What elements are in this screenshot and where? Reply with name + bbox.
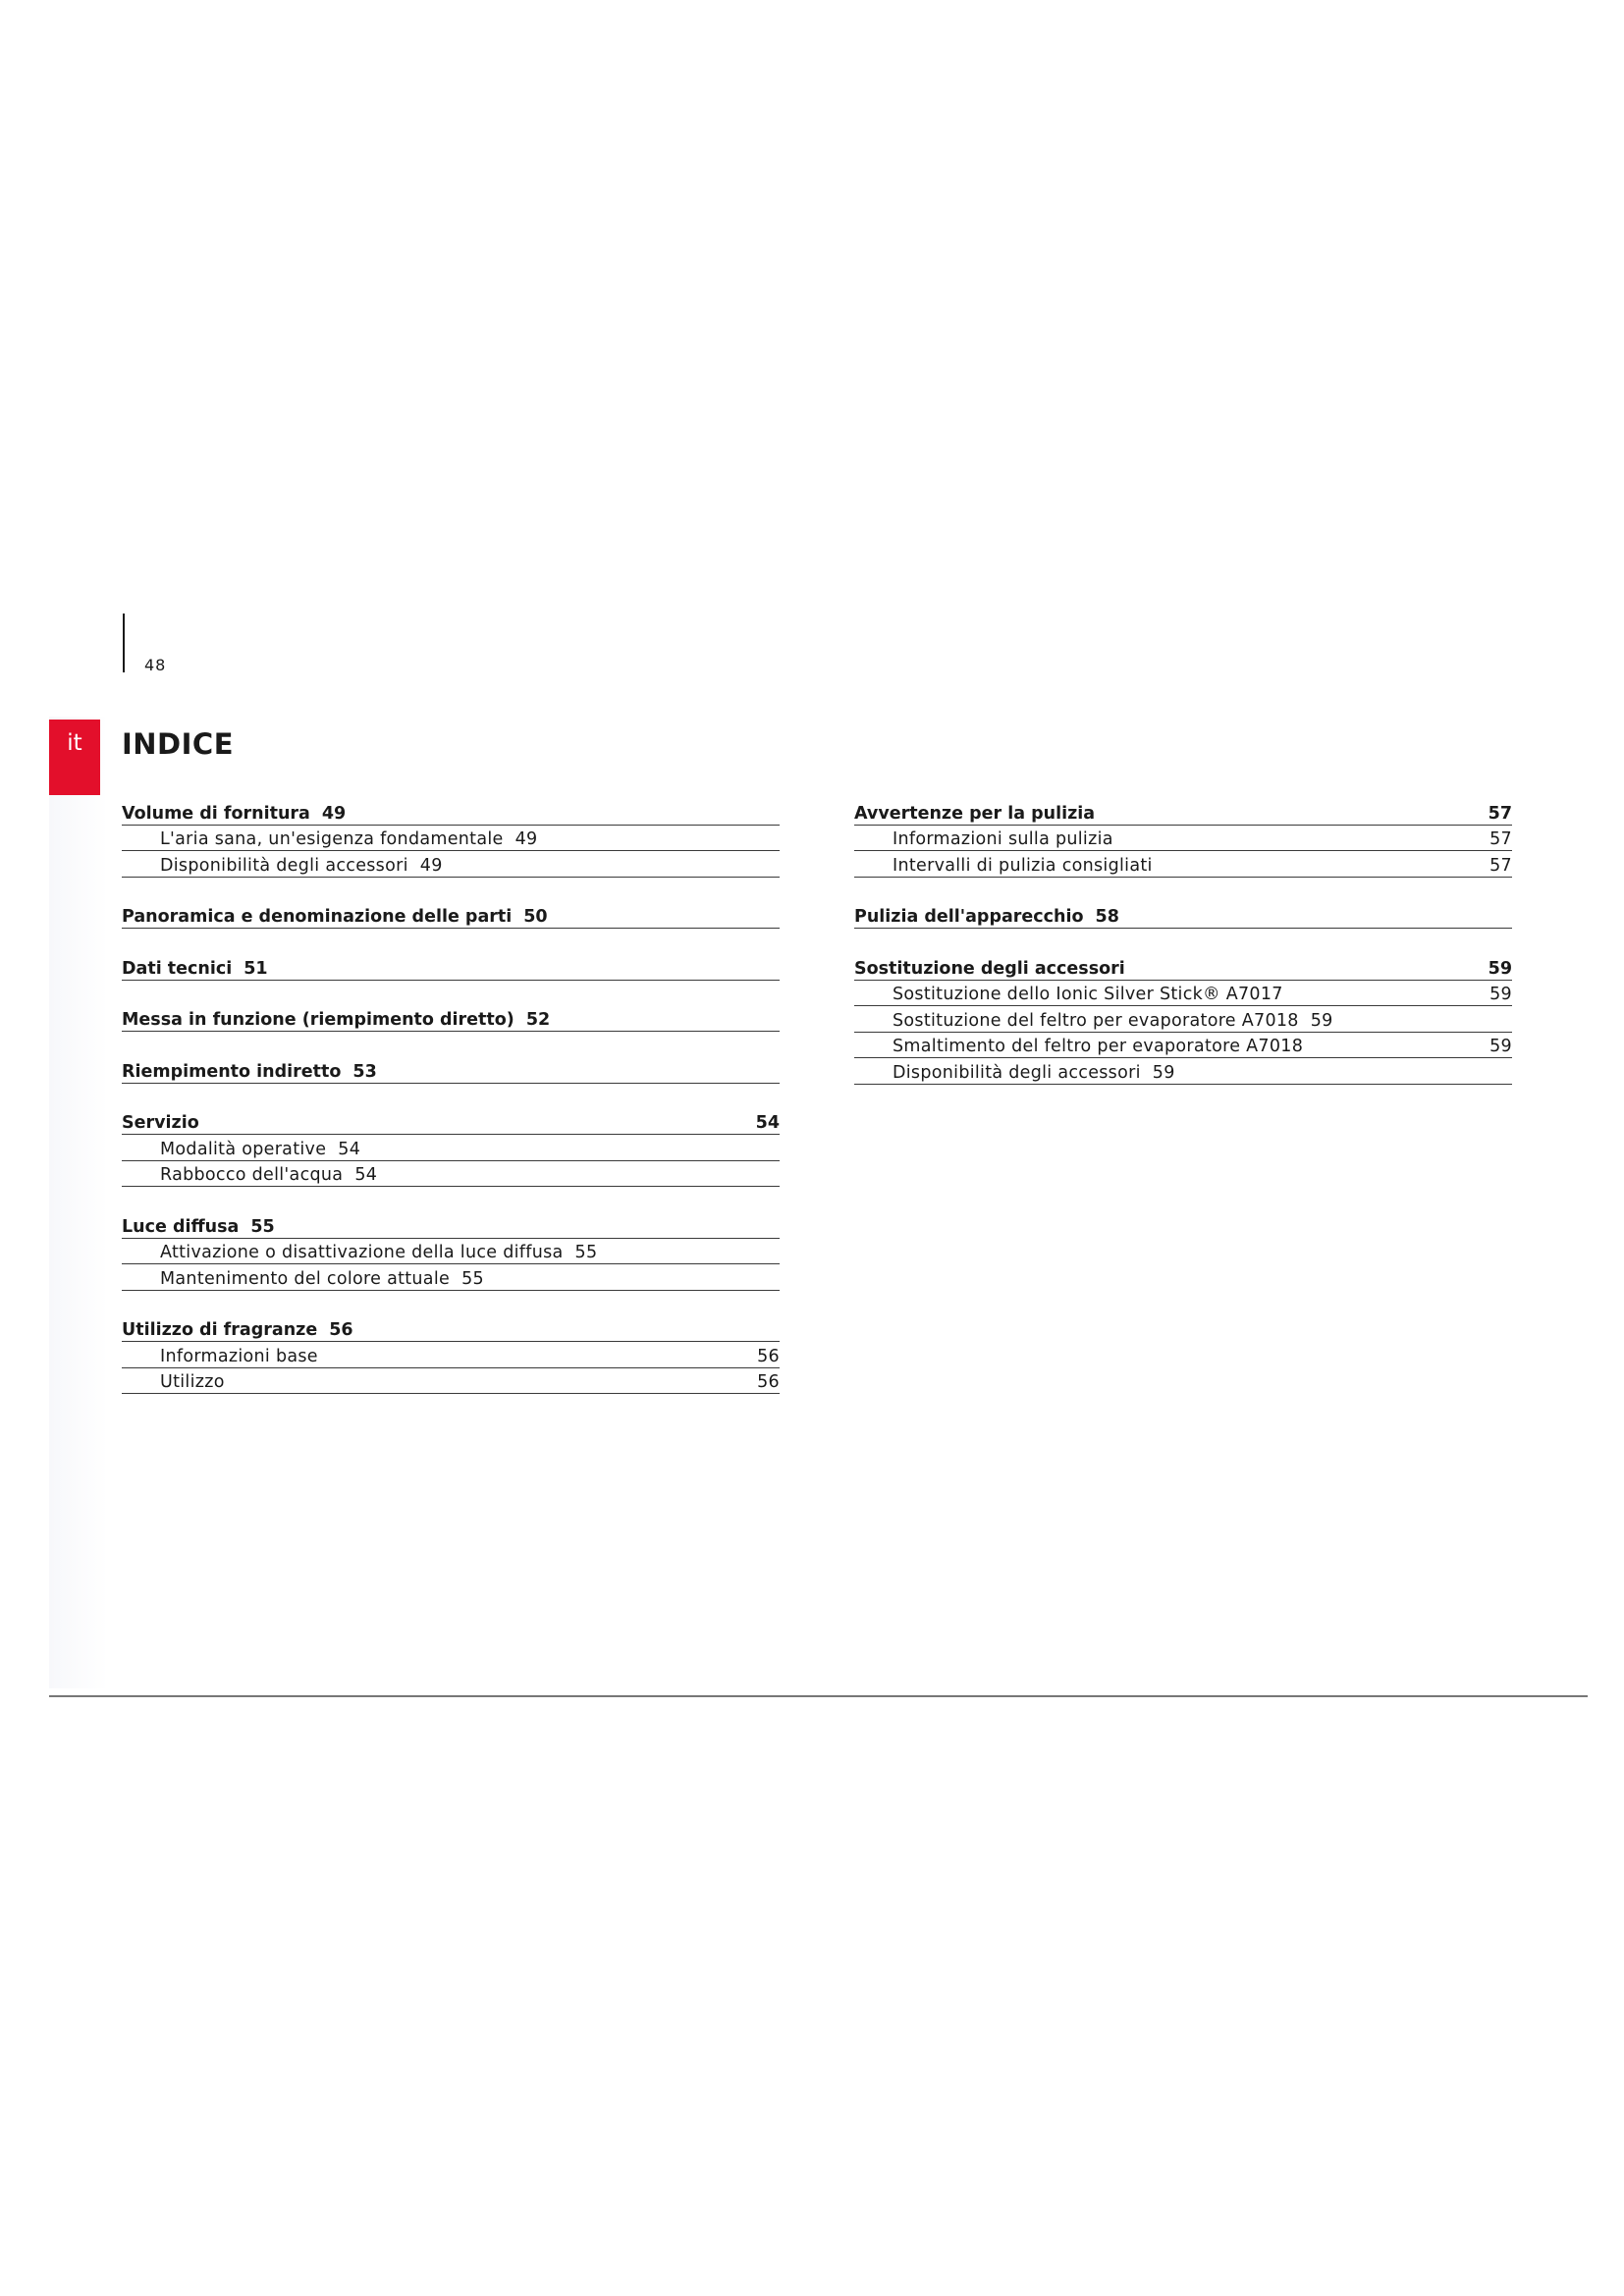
toc-entry-title: Riempimento indiretto [122,1061,342,1082]
toc-subentry[interactable] [122,1135,780,1161]
toc-entry[interactable] [854,903,1512,930]
page-number: 48 [144,656,167,674]
toc-entry[interactable] [122,1057,780,1084]
toc-group [122,1109,780,1188]
toc-entry-page: 53 [352,1061,377,1082]
toc-subentry-page: 56 [757,1346,780,1366]
toc-subentry[interactable] [122,1239,780,1265]
toc-subentry-title: Utilizzo [160,1372,225,1392]
toc-subentry-title: Informazioni base [160,1346,318,1366]
toc-entry[interactable] [854,954,1512,981]
toc-entry-page: 50 [523,907,548,927]
toc-entry-title: Dati tecnici [122,958,233,979]
toc-subentry-page: 54 [338,1139,361,1159]
toc-subentry[interactable] [854,1033,1512,1059]
toc-subentry[interactable] [122,1342,780,1368]
toc-subentry-page: 49 [514,829,538,849]
toc-subentry[interactable] [122,826,780,852]
toc-group [122,954,780,981]
toc-group [122,1212,780,1291]
toc-entry[interactable] [122,1212,780,1239]
toc-subentry-page: 56 [757,1372,780,1392]
toc-group [854,954,1512,1085]
toc-entry[interactable] [122,1006,780,1033]
toc-subentry[interactable] [122,1368,780,1395]
toc-group [854,799,1512,878]
toc-entry-title: Panoramica e denominazione delle parti [122,907,513,927]
toc-subentry-page: 59 [1152,1062,1175,1083]
toc-entry-page: 49 [321,803,347,824]
toc-entry[interactable] [122,1109,780,1136]
toc-subentry[interactable] [854,1058,1512,1085]
toc-subentry-title: Modalità operative [160,1139,327,1159]
toc-entry-page: 57 [1488,803,1512,824]
toc-subentry-title: Disponibilità degli accessori [160,855,408,876]
toc-subentry-page: 55 [574,1243,598,1262]
toc-subentry-page: 54 [354,1165,378,1185]
toc-right-column [854,799,1512,1110]
toc-subentry-title: Informazioni sulla pulizia [893,829,1113,849]
toc-subentry[interactable] [122,1161,780,1188]
toc-subentry[interactable] [854,981,1512,1007]
language-tab: it [49,720,100,795]
toc-entry[interactable] [122,903,780,930]
toc-entry-page: 55 [250,1216,275,1237]
toc-subentry-title: Intervalli di pulizia consigliati [893,855,1153,876]
toc-entry[interactable] [122,799,780,826]
toc-subentry-title: Mantenimento del colore attuale [160,1268,451,1289]
toc-entry-title: Servizio [122,1113,199,1133]
toc-subentry-page: 57 [1489,829,1512,849]
toc-subentry[interactable] [122,1264,780,1291]
page-title: INDICE [122,727,235,761]
toc-subentry-title: Disponibilità degli accessori [893,1062,1141,1083]
toc-entry[interactable] [122,1316,780,1343]
toc-subentry-page: 59 [1310,1010,1333,1031]
toc-subentry-title: Sostituzione dello Ionic Silver Stick® A7017 [893,985,1283,1004]
toc-entry-page: 56 [329,1320,353,1340]
toc-entry-title: Pulizia dell'apparecchio [854,907,1084,927]
toc-subentry[interactable] [122,851,780,878]
toc-entry-title: Sostituzione degli accessori [854,958,1125,979]
toc-group [122,799,780,878]
toc-entry[interactable] [854,799,1512,826]
toc-entry-title: Luce diffusa [122,1216,240,1237]
toc-subentry-page: 49 [419,855,443,876]
toc-group [122,1057,780,1084]
toc-subentry-title: Attivazione o disattivazione della luce diffusa [160,1243,564,1262]
toc-entry-title: Messa in funzione (riempimento diretto) [122,1010,514,1030]
toc-subentry-page: 59 [1489,1037,1512,1056]
toc-entry-page: 54 [755,1113,780,1133]
toc-entry-page: 52 [525,1010,551,1030]
toc-subentry-title: Rabbocco dell'acqua [160,1165,344,1185]
toc-entry-title: Avvertenze per la pulizia [854,803,1096,824]
toc-subentry-page: 55 [461,1268,484,1289]
toc-group [122,1006,780,1033]
toc-entry-page: 59 [1488,958,1512,979]
toc-subentry[interactable] [854,1006,1512,1033]
toc-subentry[interactable] [854,851,1512,878]
toc-subentry-title: Smaltimento del feltro per evaporatore A7018 [893,1037,1304,1056]
toc-subentry-page: 57 [1489,855,1512,876]
toc-entry-page: 51 [244,958,268,979]
footer-rule [49,1695,1588,1697]
toc-entry-title: Volume di fornitura [122,803,310,824]
toc-entry[interactable] [122,954,780,981]
toc-group [122,903,780,930]
toc-subentry-title: L'aria sana, un'esigenza fondamentale [160,829,504,849]
toc-subentry-page: 59 [1489,985,1512,1004]
toc-entry-title: Utilizzo di fragranze [122,1320,318,1340]
toc-group [854,903,1512,930]
toc-entry-page: 58 [1095,907,1119,927]
toc-group [122,1316,780,1395]
toc-subentry[interactable] [854,826,1512,852]
toc-left-column [122,799,780,1419]
page-number-rule [123,614,125,672]
side-margin-strip [49,717,108,1688]
toc-subentry-title: Sostituzione del feltro per evaporatore A7018 [893,1010,1299,1031]
